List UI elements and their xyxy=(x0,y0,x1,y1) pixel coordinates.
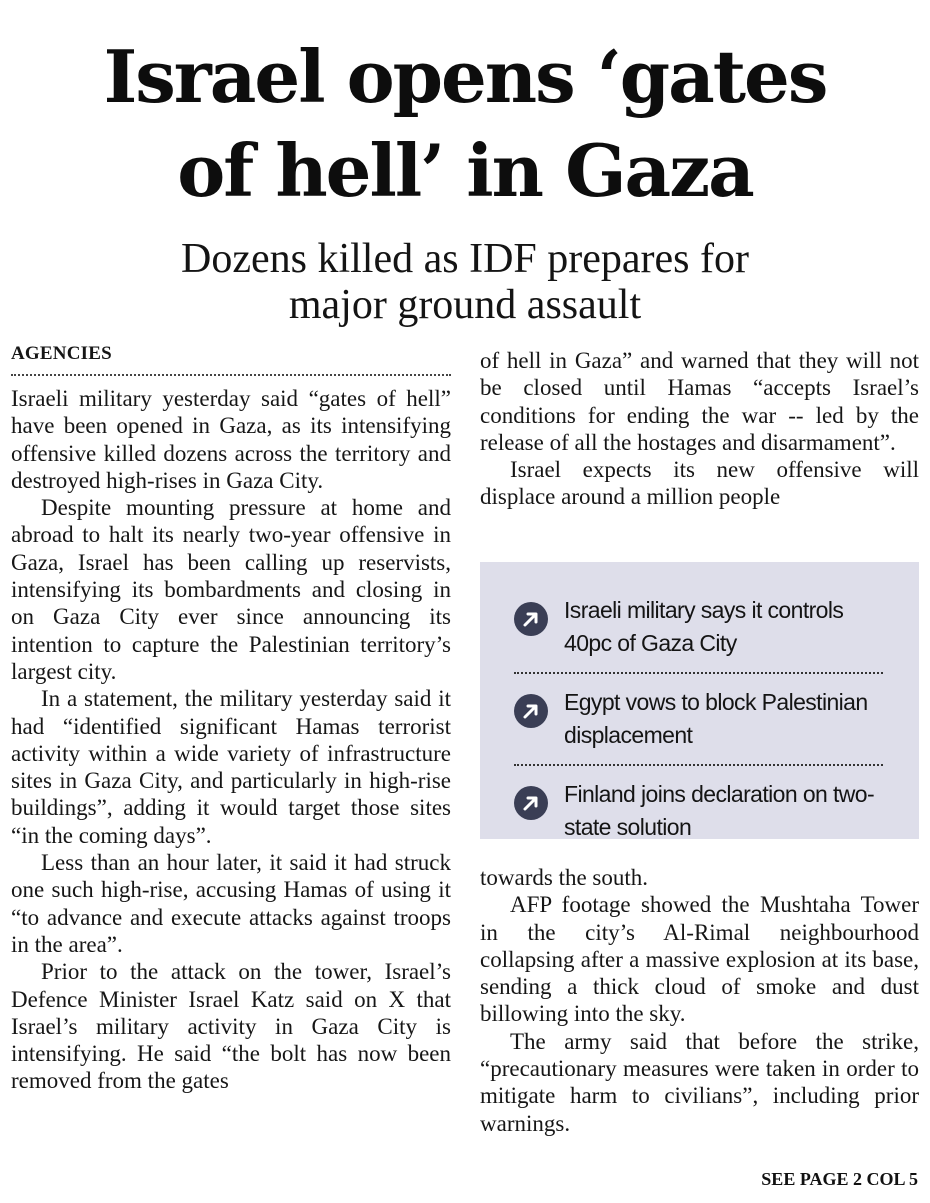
article-paragraph: towards the south. xyxy=(480,865,649,890)
article-column-right xyxy=(480,347,919,511)
headline xyxy=(0,30,930,218)
highlight-text: Egypt vows to block Palestinian displacement xyxy=(564,689,868,748)
headline-line-2: of hell’ in Gaza xyxy=(177,128,753,213)
article-paragraph: Less than an hour later, it said it had struck one such high-rise, accusing Hamas of using it “to advance and execute attacks against troops in the area”. xyxy=(11,850,451,957)
continuation-link[interactable]: SEE PAGE 2 COL 5 xyxy=(761,1169,918,1189)
article-right-upper xyxy=(480,347,919,511)
article-column-left xyxy=(11,342,451,1095)
subheadline xyxy=(0,236,930,328)
headline-line-1: Israel opens ‘gates xyxy=(103,34,827,119)
article-paragraph: Israel expects its new offensive will displace around a million people xyxy=(480,457,919,510)
article-paragraph: of hell in Gaza” and warned that they will not be closed until Hamas “accepts Israel’s conditions for ending the war -- led by the release of all the hostages and disarmament”. xyxy=(480,348,919,455)
article-paragraph: The army said that before the strike, “precautionary measures were taken in order to mitigate harm to civilians”, including prior warnings. xyxy=(480,1028,919,1136)
highlight-item[interactable] xyxy=(514,590,883,672)
article-paragraph: In a statement, the military yesterday said it had “identified significant Hamas terrorist activity within a wide variety of infrastructure sites in Gaza City, and particularly in high-rise buildings”, adding it would target those sites “in the coming days”. xyxy=(11,686,451,848)
article-paragraph: AFP footage showed the Mushtaha Tower in the city’s Al-Rimal neighbourhood collapsing after a massive explosion at its base, sending a thick cloud of smoke and dust billowing into the sky. xyxy=(480,892,919,1027)
article-paragraph: Despite mounting pressure at home and abroad to halt its nearly two-year offensive in Gaza, Israel has been calling up reservists, intensifying its bombardments and closing in on Gaza City ever since announcing its intention to capture the Palestinian territory’s largest city. xyxy=(11,495,451,684)
subheadline-line-2: major ground assault xyxy=(288,282,642,328)
highlight-item[interactable] xyxy=(514,764,883,856)
arrow-circle-icon xyxy=(514,694,548,728)
arrow-circle-icon xyxy=(514,602,548,636)
byline: AGENCIES xyxy=(11,342,451,376)
highlight-text: Finland joins declaration on two-state solution xyxy=(564,781,875,840)
article-column-right-lower xyxy=(480,864,919,1137)
article-paragraph: Prior to the attack on the tower, Israel’s Defence Minister Israel Katz said on X that Israel’s military activity in Gaza City is intensifying. He said “the bolt has now been removed from the gates xyxy=(11,959,451,1094)
article-paragraph: Israeli military yesterday said “gates of hell” have been opened in Gaza, as its intensifying offensive killed dozens across the territory and destroyed high-rises in Gaza City. xyxy=(11,386,451,493)
highlight-item[interactable] xyxy=(514,672,883,764)
highlights-box xyxy=(480,562,919,839)
highlight-text: Israeli military says it controls 40pc of Gaza City xyxy=(564,597,844,656)
arrow-circle-icon xyxy=(514,786,548,820)
subheadline-line-1: Dozens killed as IDF prepares for xyxy=(181,236,749,282)
